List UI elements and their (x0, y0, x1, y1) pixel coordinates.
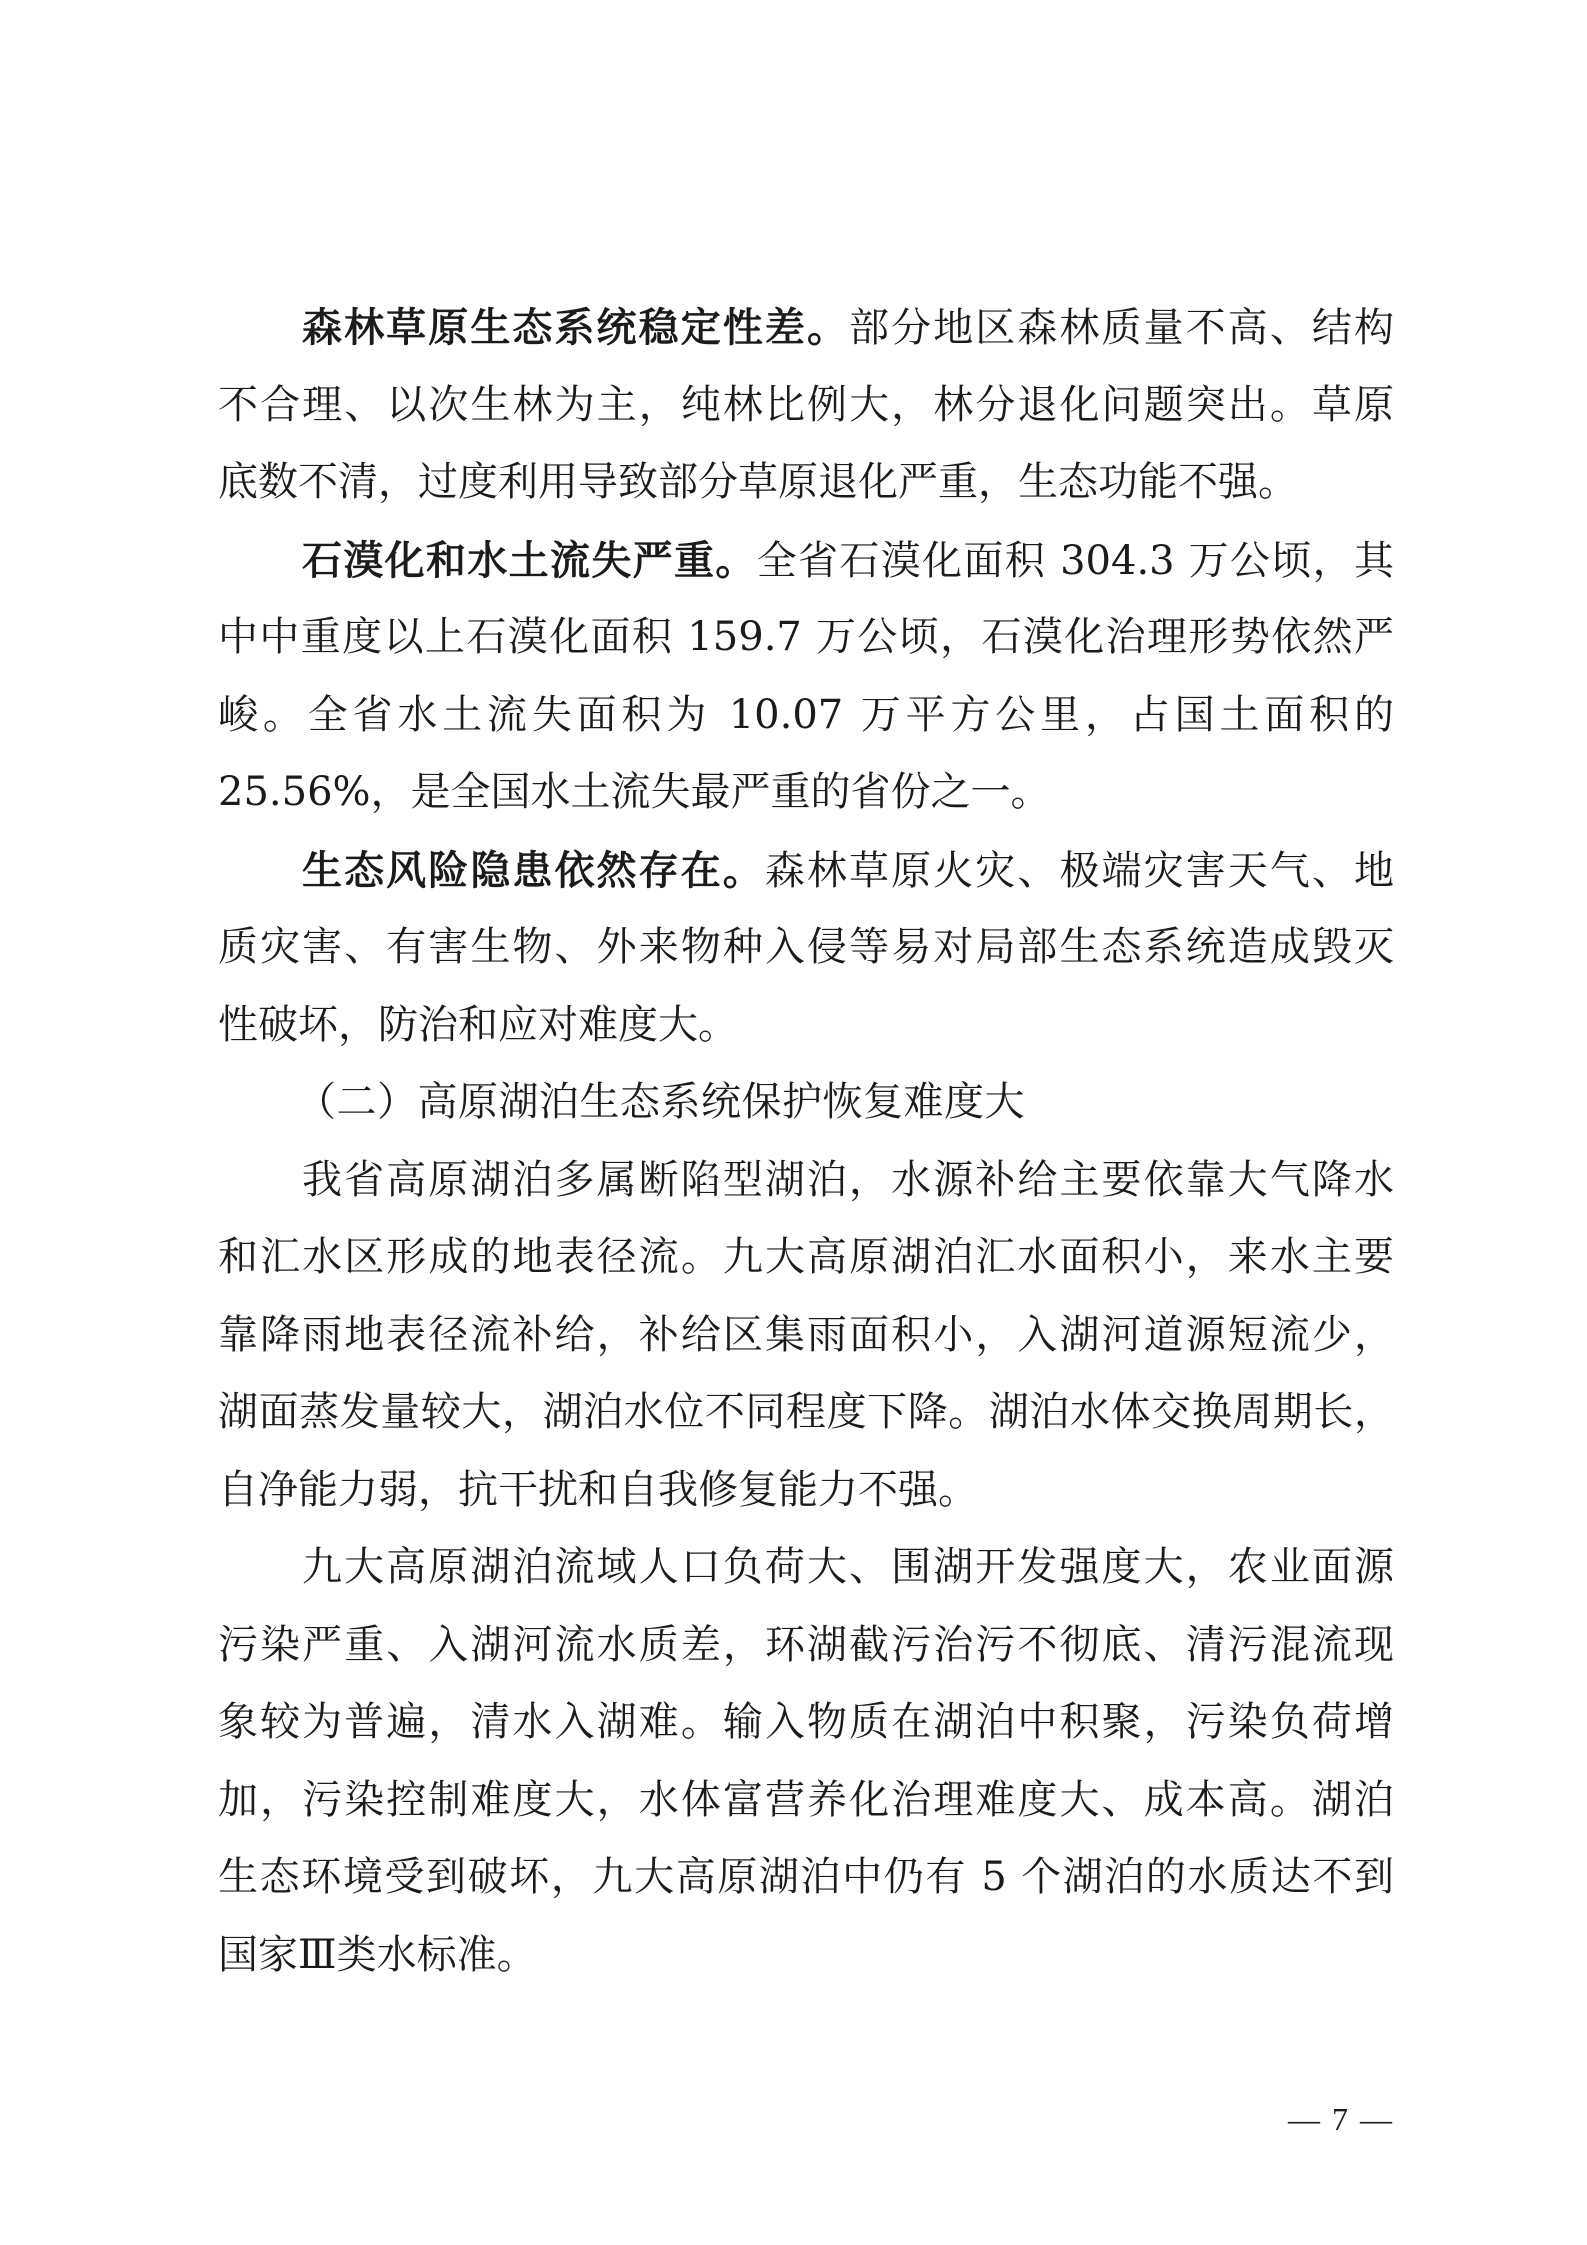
page-number: — 7 — (1288, 2101, 1394, 2137)
text-line: 中中重度以上石漠化面积 159.7 万公顷，石漠化治理形势依然严 (218, 614, 1394, 660)
paragraph (218, 522, 1394, 832)
text-line: 和汇水区形成的地表径流。九大高原湖泊汇水面积小，来水主要 (218, 1234, 1394, 1280)
text-line: 25.56%，是全国水土流失最严重的省份之一。 (218, 769, 1051, 815)
paragraph (218, 289, 1394, 522)
text-line (218, 289, 1394, 367)
text-line: 湖面蒸发量较大，湖泊水位不同程度下降。湖泊水体交换周期长， (218, 1389, 1394, 1435)
text-line: 质灾害、有害生物、外来物种入侵等易对局部生态系统造成毁灭 (218, 924, 1394, 970)
text-line: 靠降雨地表径流补给，补给区集雨面积小，入湖河道源短流少， (218, 1311, 1394, 1358)
text-line: 性破坏，防治和应对难度大。 (218, 1001, 738, 1048)
paragraph-lead: 森林草原生态系统稳定性差。 (302, 304, 850, 351)
text-span: 部分地区森林质量不高、结构 (849, 305, 1394, 351)
section-heading: （二）高原湖泊生态系统保护恢复难度大 (296, 1079, 1025, 1125)
text-line: 国家Ⅲ类水标准。 (218, 1931, 537, 1978)
text-line: 加，污染控制难度大，水体富营养化治理难度大、成本高。湖泊 (218, 1776, 1394, 1823)
text-line: 峻。全省水土流失面积为 10.07 万平方公里，占国土面积的 (218, 691, 1394, 738)
text-line: 生态环境受到破坏，九大高原湖泊中仍有 5 个湖泊的水质达不到 (218, 1854, 1394, 1900)
text-line: 我省高原湖泊多属断陷型湖泊，水源补给主要依靠大气降水 (302, 1156, 1394, 1203)
text-line: 不合理、以次生林为主，纯林比例大，林分退化问题突出。草原 (218, 381, 1394, 428)
text-span: 森林草原火灾、极端灾害天气、地 (764, 847, 1394, 894)
text-line: 九大高原湖泊流域人口负荷大、围湖开发强度大，农业面源 (302, 1544, 1394, 1590)
paragraph-lead: 石漠化和水土流失严重。 (302, 536, 757, 584)
text-line (218, 832, 1394, 910)
paragraph (218, 832, 1394, 1065)
text-line: 自净能力弱，抗干扰和自我修复能力不强。 (218, 1466, 978, 1513)
text-line: 象较为普遍，清水入湖难。输入物质在湖泊中积聚，污染负荷增 (218, 1699, 1394, 1745)
paragraph (218, 1529, 1394, 1994)
text-line (218, 522, 1394, 600)
text-line: 污染严重、入湖河流水质差，环湖截污治污不彻底、清污混流现 (218, 1621, 1394, 1668)
paragraph (218, 1142, 1394, 1530)
paragraph-lead: 生态风险隐患依然存在。 (302, 846, 765, 894)
text-line: 底数不清，过度利用导致部分草原退化严重，生态功能不强。 (218, 459, 1298, 505)
text-span: 全省石漠化面积 304.3 万公顷，其 (756, 537, 1394, 584)
document-body (218, 289, 1394, 1994)
